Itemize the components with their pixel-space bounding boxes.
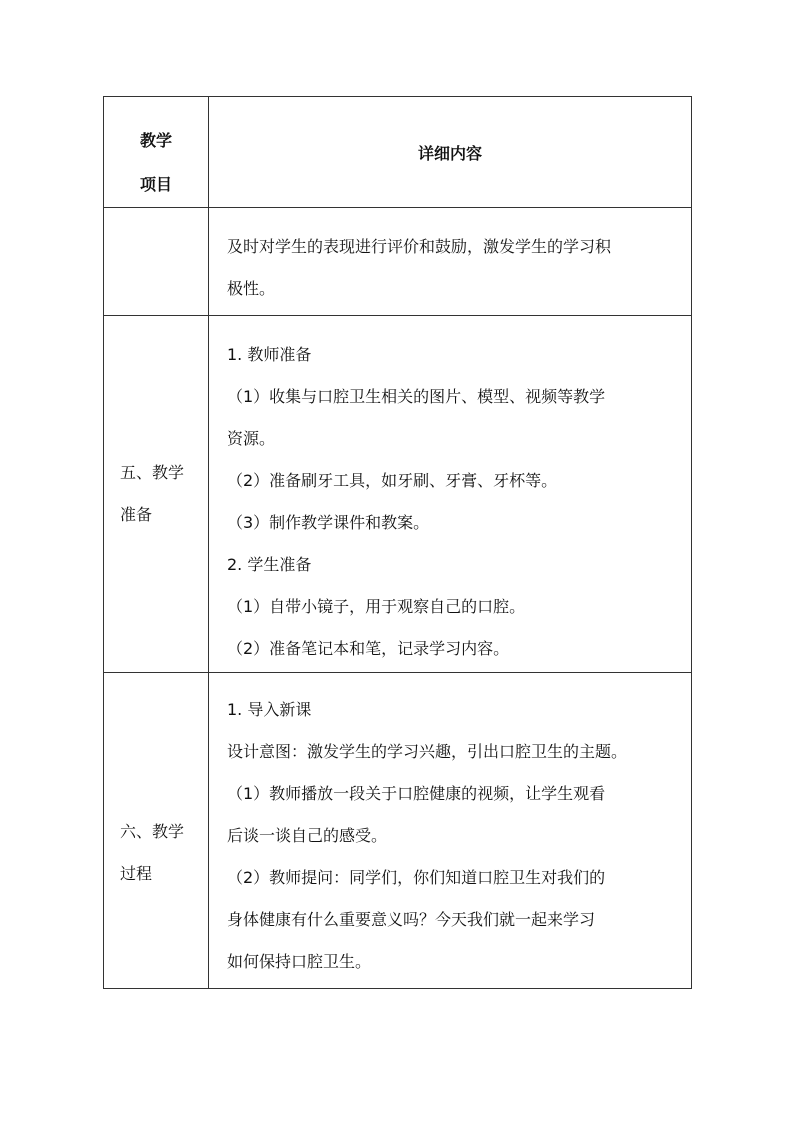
content-line: 身体健康有什么重要意义吗？今天我们就一起来学习 — [227, 910, 596, 929]
row1-label-cell — [104, 208, 209, 316]
content-line: 资源。 — [227, 429, 276, 448]
content-line: 2. 学生准备 — [227, 555, 312, 574]
content-line: 后谈一谈自己的感受。 — [227, 826, 388, 845]
content-line: （1）自带小镜子，用于观察自己的口腔。 — [227, 597, 526, 616]
content-line: （1）收集与口腔卫生相关的图片、模型、视频等教学 — [227, 387, 606, 406]
lesson-plan-page — [103, 96, 691, 989]
content-line: （2）准备笔记本和笔，记录学习内容。 — [227, 639, 510, 658]
row2-content-cell — [209, 316, 692, 673]
header-item-line1: 教学 — [139, 131, 172, 150]
row2-label-line1: 五、教学 — [120, 463, 185, 482]
content-line: （1）教师播放一段关于口腔健康的视频，让学生观看 — [227, 784, 606, 803]
row3-label-cell — [104, 673, 209, 989]
table-row — [104, 673, 692, 989]
row3-label-line1: 六、教学 — [120, 822, 185, 841]
table-row — [104, 316, 692, 673]
header-item-cell — [104, 97, 209, 208]
content-line: 及时对学生的表现进行评价和鼓励，激发学生的学习积 — [227, 237, 612, 256]
table-row — [104, 208, 692, 316]
row2-label-line2: 准备 — [120, 505, 153, 524]
content-line: 1. 教师准备 — [227, 345, 312, 364]
content-line: （2）教师提问：同学们，你们知道口腔卫生对我们的 — [227, 868, 606, 887]
content-line: （2）准备刷牙工具，如牙刷、牙膏、牙杯等。 — [227, 471, 558, 490]
content-line: （3）制作教学课件和教案。 — [227, 513, 430, 532]
table-header-row — [104, 97, 692, 208]
content-line: 1. 导入新课 — [227, 700, 312, 719]
content-line: 极性。 — [227, 279, 276, 298]
row1-content-cell — [209, 208, 692, 316]
row3-content-cell — [209, 673, 692, 989]
content-line: 设计意图：激发学生的学习兴趣，引出口腔卫生的主题。 — [227, 742, 628, 761]
lesson-plan-table — [103, 96, 692, 989]
row3-label-line2: 过程 — [120, 864, 153, 883]
content-line: 如何保持口腔卫生。 — [227, 952, 372, 971]
header-item-line2: 项目 — [139, 175, 172, 194]
row2-label-cell — [104, 316, 209, 673]
header-detail-cell: 详细内容 — [209, 97, 692, 208]
